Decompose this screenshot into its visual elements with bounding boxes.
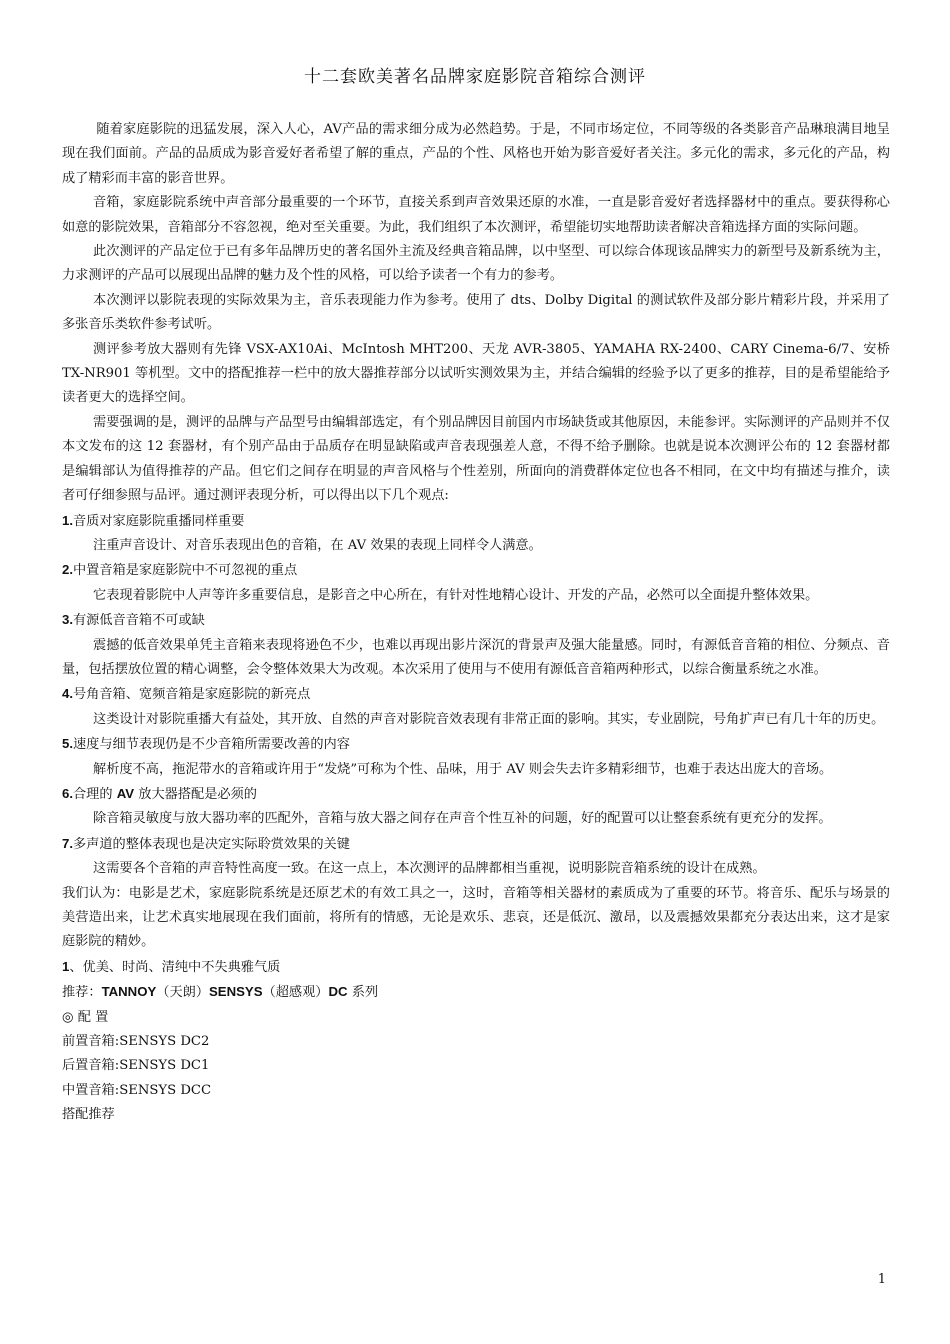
point-heading-text: 音质对家庭影院重播同样重要 <box>73 513 245 529</box>
point-heading-text: 放大器搭配是必须的 <box>134 786 257 802</box>
point-7-text: 这需要各个音箱的声音特性高度一致。在这一点上，本次测评的品牌都相当重视，说明影院音箱系统的设计在成熟。 <box>93 861 766 877</box>
config-item-center: 中置音箱:SENSYS DCC <box>62 1082 212 1098</box>
document-body <box>62 118 890 1128</box>
point-6-heading <box>62 782 890 807</box>
point-heading-text: 合理的 <box>73 786 117 802</box>
series-model: DC <box>328 984 348 1000</box>
point-7-heading <box>62 832 890 857</box>
series-suffix: 系列 <box>347 985 379 1001</box>
recommendation-line <box>62 980 890 1005</box>
pairing-label: 搭配推荐 <box>62 1107 115 1123</box>
config-item-front: 前置音箱:SENSYS DC2 <box>62 1034 210 1050</box>
document-title: 十二套欧美著名品牌家庭影院音箱综合测评 <box>304 67 646 87</box>
point-number: 7. <box>62 835 73 851</box>
point-4-text: 这类设计对影院重播大有益处，其开放、自然的声音对影院音效表现有非常正面的影响。其实，专业剧院，号角扩声已有几十年的历史。 <box>93 711 885 727</box>
point-number: 4. <box>62 686 73 702</box>
intro-paragraph-4: 本次测评以影院表现的实际效果为主，音乐表现能力作为参考。使用了 dts、Dolby Digital 的测试软件及部分影片精彩片段，并采用了多张音乐类软件参考试听。 <box>62 292 890 333</box>
point-number: 3. <box>62 612 73 628</box>
brand-name: TANNOY <box>101 984 157 1000</box>
point-heading-text: 有源低音音箱不可或缺 <box>73 613 205 629</box>
intro-paragraph-3: 此次测评的产品定位于已有多年品牌历史的著名国外主流及经典音箱品牌，以中坚型、可以综合体现该品牌实力的新型号及新系统为主，力求测评的产品可以展现出品牌的魅力及个性的风格，可以给予读者一个有力的参考。 <box>62 244 890 284</box>
point-3-text: 震撼的低音效果单凭主音箱来表现将逊色不少，也难以再现出影片深沉的背景声及强大能量感。同时，有源低音音箱的相位、分频点、音量，包括摆放位置的精心调整，会令整体效果大为改观。本次采用了使用与不使用有源低音音箱两种形式，以综合衡量系统之水准。 <box>62 637 890 677</box>
point-heading-text: 速度与细节表现仍是不少音箱所需要改善的内容 <box>73 737 350 753</box>
section-number: 1 <box>62 958 70 974</box>
point-5-text: 解析度不高，拖泥带水的音箱或许用于“发烧”可称为个性、品味，用于 AV 则会失去许多精彩细节，也难于表达出庞大的音场。 <box>93 761 833 777</box>
point-4-heading <box>62 682 890 707</box>
point-6-text: 除音箱灵敏度与放大器功率的匹配外，音箱与放大器之间存在声音个性互补的问题，好的配置可以让整套系统有更充分的发挥。 <box>93 811 832 827</box>
point-heading-bold: AV <box>116 785 135 801</box>
series-name-cn: （超感观） <box>262 985 329 1001</box>
section-heading-text: 、优美、时尚、清纯中不失典雅气质 <box>69 959 281 975</box>
point-2-heading <box>62 558 890 583</box>
point-5-heading <box>62 732 890 757</box>
config-item-rear: 后置音箱:SENSYS DC1 <box>62 1058 210 1074</box>
intro-paragraph-1: 随着家庭影院的迅猛发展，深入人心，AV产品的需求细分成为必然趋势。于是，不同市场定位，不同等级的各类影音产品琳琅满目地呈现在我们面前。产品的品质成为影音爱好者希望了解的重点，产品的个性、风格也开始为影音爱好者关注。多元化的需求，多元化的产品，构成了精彩而丰富的影音世界。 <box>62 122 890 186</box>
config-label: ◎ 配 置 <box>62 1009 109 1025</box>
intro-paragraph-2: 音箱，家庭影院系统中声音部分最重要的一个环节，直接关系到声音效果还原的水准，一直是影音爱好者选择器材中的重点。要获得称心如意的影院效果，音箱部分不容忽视，绝对至关重要。为此，我们组织了本次测评，希望能切实地帮助读者解决音箱选择方面的实际问题。 <box>62 195 890 235</box>
point-number: 2. <box>62 562 73 578</box>
point-heading-text: 多声道的整体表现也是决定实际聆赏效果的关键 <box>73 836 350 852</box>
intro-paragraph-5: 测评参考放大器则有先锋 VSX-AX10Ai、McIntosh MHT200、天龙 AVR-3805、YAMAHA RX-2400、CARY Cinema-6/7、安桥 TX-NR901 等机型。文中的搭配推荐一栏中的放大器推荐部分以试听实测效果为主，并结合编辑的经验予以了更多的推荐，目的是希望能给予读者更大的选择空间。 <box>62 341 890 406</box>
point-heading-text: 号角音箱、宽频音箱是家庭影院的新亮点 <box>73 687 311 703</box>
point-1-text: 注重声音设计、对音乐表现出色的音箱，在 AV 效果的表现上同样令人满意。 <box>93 537 542 553</box>
point-heading-text: 中置音箱是家庭影院中不可忽视的重点 <box>73 563 298 579</box>
section-1-heading <box>62 955 890 980</box>
brand-name-cn: （天朗） <box>156 985 210 1001</box>
point-number: 1. <box>62 512 73 528</box>
point-number: 6. <box>62 785 73 801</box>
point-1-heading <box>62 509 890 534</box>
recommendation-label: 推荐： <box>62 985 102 1001</box>
point-number: 5. <box>62 736 73 752</box>
intro-paragraph-6: 需要强调的是，测评的品牌与产品型号由编辑部选定，有个别品牌因目前国内市场缺货或其他原因，未能参评。实际测评的产品则并不仅本文发布的这 12 套器材，有个别产品由于品质存在明显缺陷或声音表现强差人意，不得不给予删除。也就是说本次测评公布的 12 套器材都是编辑部认为值得推荐的产品。但它们之间存在明显的声音风格与个性差别，所面向的消费群体定位也各不相同，在文中均有描述与推介，读者可仔细参照与品评。通过测评表现分析，可以得出以下几个观点: <box>62 414 890 504</box>
point-3-heading <box>62 608 890 633</box>
point-2-text: 它表现着影院中人声等许多重要信息，是影音之中心所在，有针对性地精心设计、开发的产品，必然可以全面提升整体效果。 <box>93 587 819 603</box>
page-number: 1 <box>877 1272 886 1287</box>
series-name: SENSYS <box>209 984 263 1000</box>
conclusion-paragraph: 我们认为：电影是艺术，家庭影院系统是还原艺术的有效工具之一，这时，音箱等相关器材的素质成为了重要的环节。将音乐、配乐与场景的美营造出来，让艺术真实地展现在我们面前，将所有的情感，无论是欢乐、悲哀，还是低沉、激昂，以及震撼效果都充分表达出来，这才是家庭影院的精妙。 <box>62 885 890 950</box>
